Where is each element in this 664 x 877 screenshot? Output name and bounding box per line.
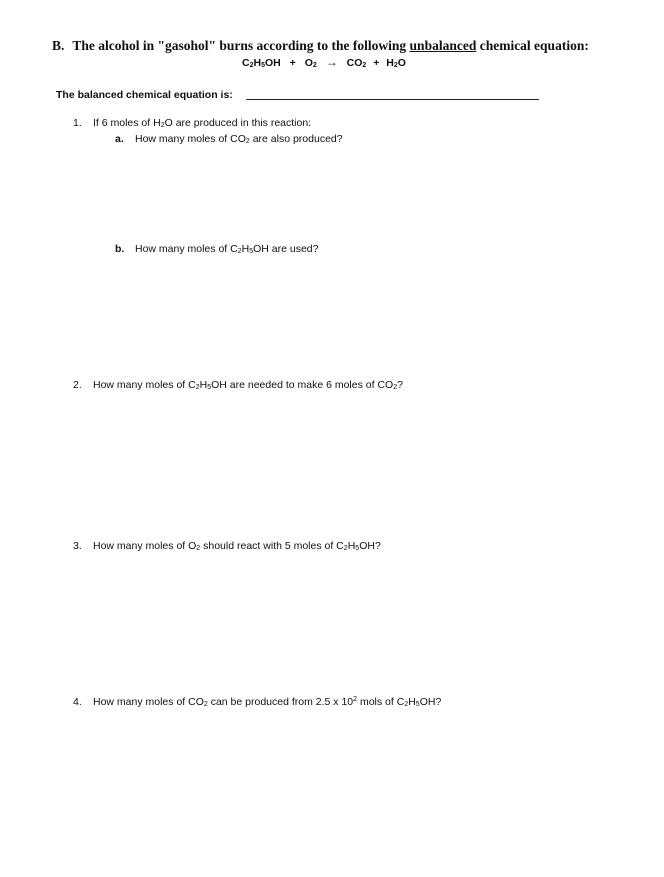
section-heading <box>52 38 589 54</box>
q4-text-4: mols of C <box>357 696 405 708</box>
question-1 <box>73 117 311 129</box>
section-number: B. <box>52 38 65 53</box>
q3-text-6: OH? <box>359 540 381 552</box>
eq-plus-2: + <box>373 57 380 69</box>
q3-text-3: 2 <box>343 545 348 552</box>
q3-text-2: should react with 5 moles of C <box>200 540 344 552</box>
question-number: 3. <box>73 540 82 552</box>
q2-text-0: How many moles of C <box>93 379 196 391</box>
eq-p1-1: 2 <box>362 62 367 69</box>
question-1a <box>115 133 343 145</box>
q3-text-5: 5 <box>355 545 360 552</box>
question-number: 1. <box>73 117 82 129</box>
q1-text-2: O are produced in this reaction: <box>164 117 312 129</box>
eq-p2-2: O <box>397 57 406 69</box>
q3-text-0: How many moles of O <box>93 540 197 552</box>
eq-r1-3: 5 <box>261 62 265 69</box>
q2-text-5: 2 <box>393 384 398 391</box>
chemical-equation <box>242 55 406 69</box>
q1-text-0: If 6 moles of H <box>93 117 161 129</box>
eq-r1-0: C <box>242 57 250 69</box>
q1b-text-1: 2 <box>237 248 242 255</box>
q1a-text-2: are also produced? <box>249 133 343 145</box>
balanced-equation-answer-line[interactable] <box>246 99 539 100</box>
eq-r2-1: 2 <box>312 62 317 69</box>
balanced-equation-label: The balanced chemical equation is: <box>56 89 233 101</box>
eq-r1-1: 2 <box>249 62 254 69</box>
q3-text-4: H <box>347 540 356 552</box>
eq-p1-0: CO <box>346 57 363 69</box>
q4-text-5: 2 <box>404 701 409 708</box>
question-letter: b. <box>115 243 125 255</box>
q1a-text-1: 2 <box>245 138 250 145</box>
q1-text-1: 2 <box>160 122 165 129</box>
section-title-underlined: unbalanced <box>409 38 477 53</box>
q2-text-4: OH are needed to make 6 moles of CO <box>211 379 394 391</box>
question-letter: a. <box>115 133 124 145</box>
q2-text-6: ? <box>397 379 403 391</box>
q2-text-3: 5 <box>207 384 212 391</box>
q4-text-2: can be produced from 2.5 x 10 <box>207 696 354 708</box>
eq-r1-4: OH <box>265 57 281 69</box>
eq-r2-0: O <box>304 57 313 69</box>
q4-text-0: How many moles of CO <box>93 696 204 708</box>
eq-p2-0: H <box>386 57 394 69</box>
q2-text-2: H <box>199 379 208 391</box>
question-number: 2. <box>73 379 82 391</box>
q2-text-1: 2 <box>195 384 200 391</box>
question-number: 4. <box>73 696 82 708</box>
q1b-text-3: 5 <box>249 248 254 255</box>
question-1b <box>115 243 318 255</box>
question-4 <box>73 696 441 708</box>
section-title-post: chemical equation: <box>476 38 589 53</box>
eq-plus-1: + <box>289 57 296 69</box>
q4-text-1: 2 <box>203 701 208 708</box>
question-2 <box>73 379 403 391</box>
q1b-text-0: How many moles of C <box>135 243 238 255</box>
q4-text-8: OH? <box>419 696 442 708</box>
q4-text-3: 2 <box>353 696 358 703</box>
q3-text-1: 2 <box>196 545 201 552</box>
q1b-text-2: H <box>241 243 250 255</box>
q1b-text-4: OH are used? <box>253 243 319 255</box>
q4-text-6: H <box>408 696 416 708</box>
eq-r1-2: H <box>253 57 262 69</box>
arrow-icon: → <box>325 55 338 69</box>
section-title-pre: The alcohol in "gasohol" burns according to the following <box>72 38 410 53</box>
q1a-text-0: How many moles of CO <box>135 133 246 145</box>
question-3 <box>73 540 381 552</box>
eq-p2-1: 2 <box>393 62 398 69</box>
q4-text-7: 5 <box>415 701 420 708</box>
